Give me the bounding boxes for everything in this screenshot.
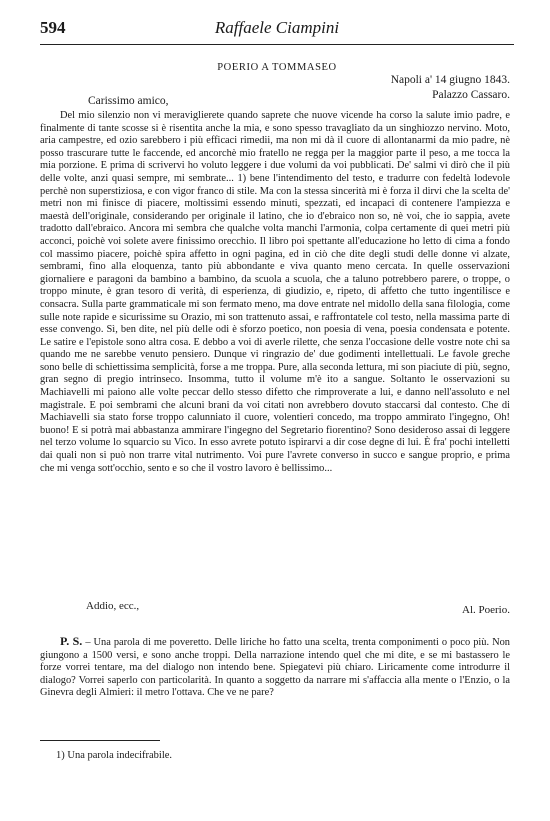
letter-paragraph: Del mio silenzio non vi meraviglierete quando saprete che nuove vicende ha corso la salute imio padre, e finalmente di tante scosse si è risentita anche la mia, e sono spesso travagliato da un singhiozzo nervino. Moto, aria campestre, ed ozio sarebbero i più efficaci rimedii, ma non mi dà il cuore di allontanarmi da mio padre, nè posso trascurare tutte le faccende, ed ancorchè mio fratello ne regga per la maggior parte il peso, a me tocca la mia porzione. E prima di scrivervi ho voluto leggere i due volumi da voi pubblicati. De' salmi vi dirò che il più delle volte, anzi quasi sempre, mi sembrate... 1) bene l'intendimento del testo, e tradurre con fedeltà lodevole perchè non superstiziosa, e con vigor franco di stile. Ma con la stessa sincerità mi è forza il dirvi che la scelta de' metri non mi finisce di piacere, moltissimi essendo minuti, spezzati, ed incapaci di contenere l'ampiezza e maestà dell'originale, considerando per originale il latino, che io d'ebraico non so, nè voi, che io sappia, avete tradotto dall'ebraico. Ancora mi sembra che qualche volta manchi l'armonia, colpa certamente di quei metri più acconci, poichè voi solete avere finissimo orecchio. Il libro poi spettante all'educazione ho letto di cima a fondo col massimo piacere, poichè spira affetto in ogni pagina, ed in ciò che dite degli studi delle donne vi alzate, sembrami, fino alla eloquenza, tanto più abbondante e viva quanto meno cercata. In quelle osservazioni giornaliere e paragoni da bambino a bambino, da scuola a scuola, che a taluno potrebbero parere, o troppe, o troppo minute, è gran tesoro di verità, di esperienza, di giudizio, e, ripeto, di affetto che tutto ingentilisce e consacra. Sulla parte grammaticale mi son fermato meno, ma dove entrate nel midollo della sana filologia, come sulle note rapide e sicurissime su Orazio, mi son trattenuto assai, e raffrontatele col testo, nella massima parte di esse convengo. Sì, ben dite, nel più delle odi è sforzo poetico, non poesia di vena, poesia condensata e potente. Le satire e l'epistole sono altra cosa. E debbo a voi di averle rilette, che senza l'occasione delle vostre note chi sa quando me ne sarebbe venuto pensiero. Dunque vi ringrazio de' due godimenti intellettuali. Le favole greche sono belle di schiettissima semplicità, forse a me troppa. Pure, alla seconda lettura, mi son piaciute di più, segno, gran segno di pregio intrinseco. Insomma, tutto il volume m'è ito a sangue. Soltanto le osservazioni su Machiavelli mi paiono alle volte peccar dello stesso difetto che rimproverate a lui, e danno nell'assoluto e nel magistrale. E poi sembrami che alcuni brani da voi citati non avrebbero dovuto staccarsi dal contesto. Che di Machiavelli sia stato forse troppo calunniato il cuore, volentieri concedo, ma troppo ammirato l'ingegno, Oh! buono! E si potrà mai abbastanza ammirare l'ingegno del Segretario fiorentino? Sono desideroso assai di leggere nel terzo volume lo squarcio su Vico. In esso avrete potuto ispirarvi a dir cose degne di lui. È fra' pochi intelletti dai quali non si può non trarre vital nutrimento. Voi pure l'avrete converso in succo e sangue proprio, e prima che mi venga sott'occhio, sento e so che il vostro lavoro è bellissimo... xyxy=(40,110,510,474)
page-number: 594 xyxy=(40,18,66,37)
postscript-text: – Una parola di me poveretto. Delle liriche ho fatto una scelta, trenta componimenti o poco più. Non giungono a 1500 versi, e sono anche troppi. Della narrazione intendo quel che mi dite, e se mi bastassero le forze vorrei tentare, ma del dialogo non intendo bene. Spiegatevi più chiaro. Liricamente come introdurre il dialogo? Vorrei saperlo con particolarità. In quanto a soggetto da narrare mi s'affaccia alla mente o l'Enzio, o la Ginevra degli Almieri: il metro l'ottava. Che ve ne pare? xyxy=(40,637,510,699)
postscript xyxy=(40,635,510,700)
running-title: Raffaele Ciampini xyxy=(214,18,340,37)
letter-body xyxy=(40,110,510,475)
closing: Addio, ecc., xyxy=(86,600,140,612)
header-rule xyxy=(40,44,514,45)
footnote: 1) Una parola indecifrabile. xyxy=(56,750,173,761)
signature: Al. Poerio. xyxy=(462,604,510,616)
letter-title-text: POERIO A TOMMASEO xyxy=(217,62,337,73)
page-header xyxy=(40,18,514,42)
postscript-paragraph xyxy=(40,635,510,700)
letter-title xyxy=(40,62,514,73)
letter-dateline xyxy=(391,73,510,103)
date-line: Napoli a' 14 giugno 1843. xyxy=(390,74,510,86)
footnote-rule xyxy=(40,740,160,741)
postscript-label: P. S. xyxy=(60,634,83,648)
place-line: Palazzo Cassaro. xyxy=(432,89,510,101)
greeting: Carissimo amico, xyxy=(88,95,169,107)
